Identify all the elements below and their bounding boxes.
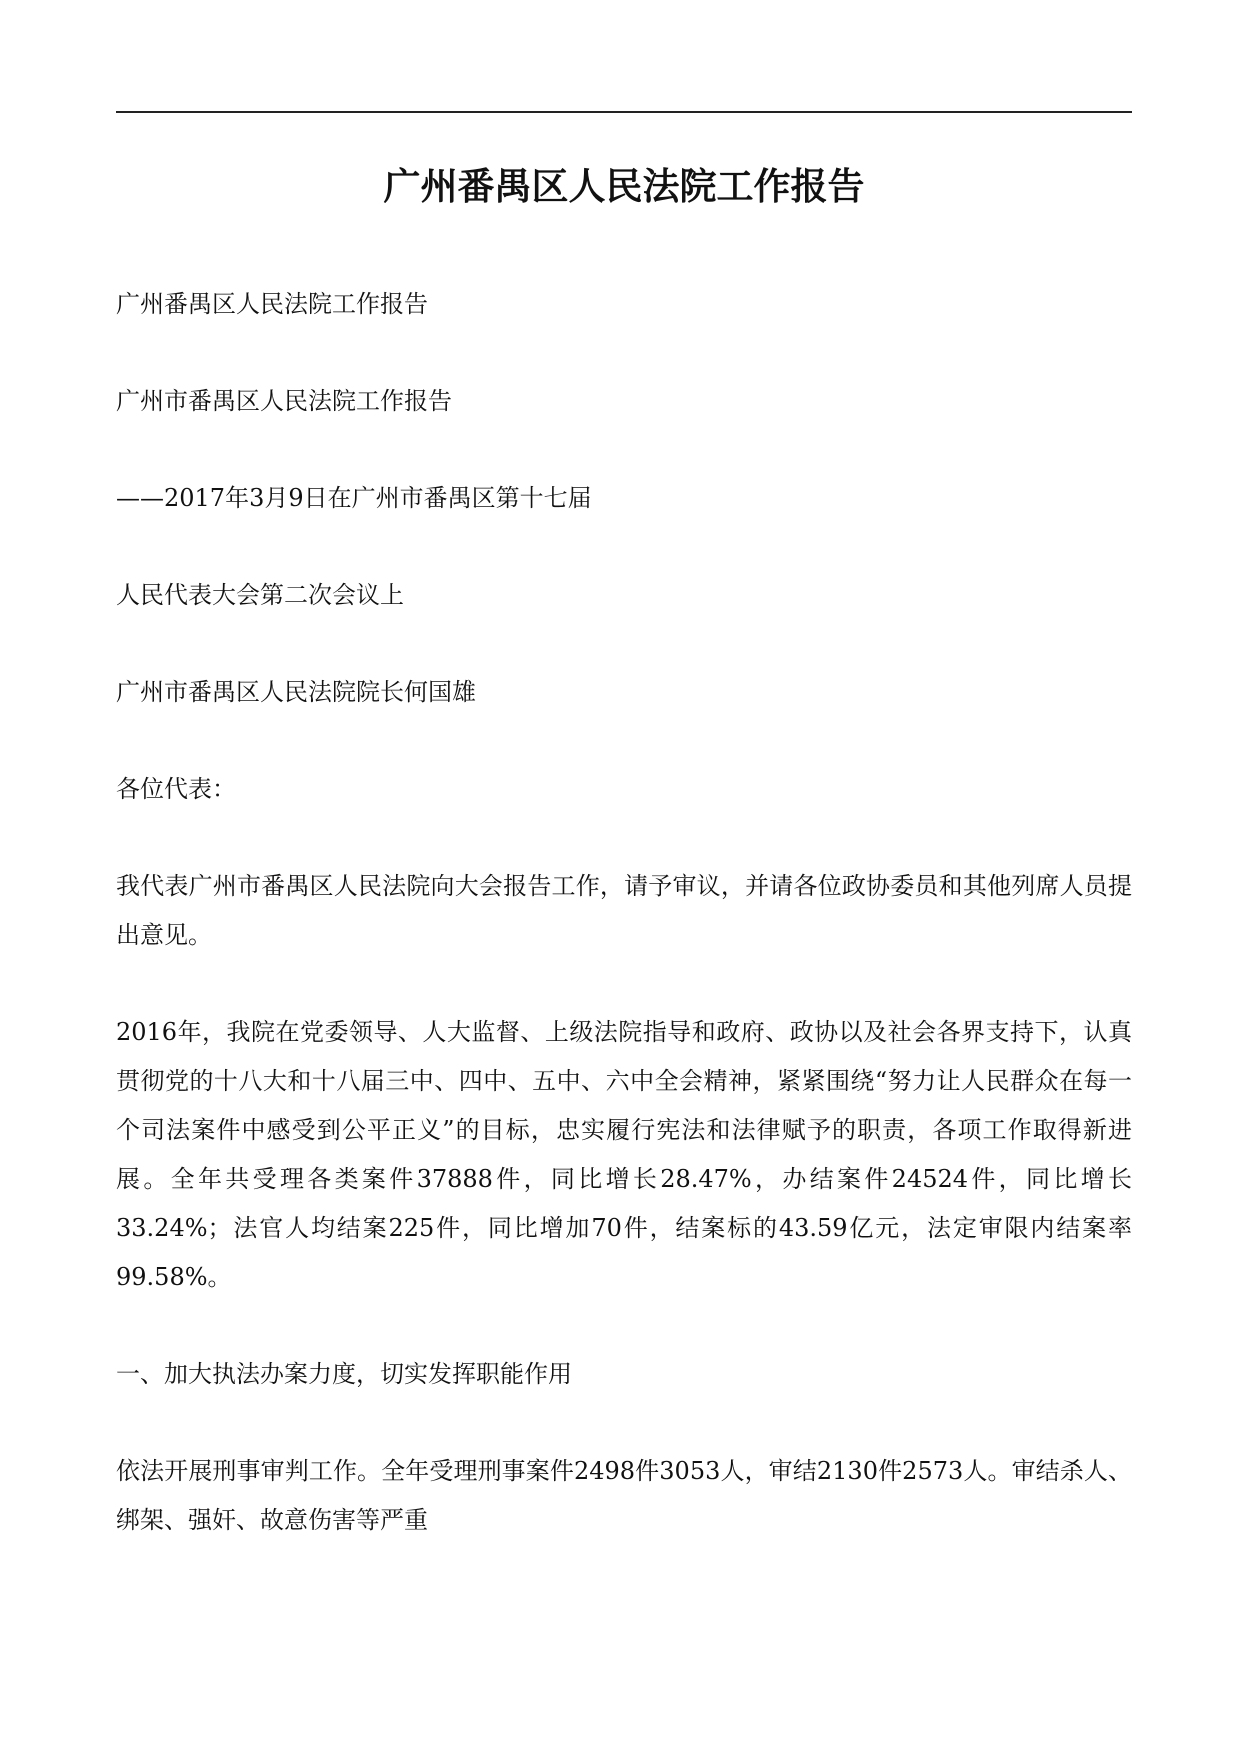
summary-paragraph: 2016年，我院在党委领导、人大监督、上级法院指导和政府、政协以及社会各界支持下，认真贯彻党的十八大和十八届三中、四中、五中、六中全会精神，紧紧围绕“努力让人民群众在每一个司法案件中感受到公平正义”的目标，忠实履行宪法和法律赋予的职责，各项工作取得新进展。全年共受理各类案件37888件，同比增长28.47%，办结案件24524件，同比增长33.24%；法官人均结案225件，同比增加70件，结案标的43.59亿元，法定审限内结案率99.58%。 [116,1018,1132,1291]
author-line: 广州市番禺区人民法院院长何国雄 [116,678,476,706]
header-rule [116,111,1132,113]
subtitle-line: 广州番禺区人民法院工作报告 [116,290,428,318]
salutation: 各位代表： [116,775,236,803]
document-title: 广州番禺区人民法院工作报告 [383,164,865,208]
report-name-line: 广州市番禺区人民法院工作报告 [116,387,452,415]
section-heading: 一、加大执法办案力度，切实发挥职能作用 [116,1360,572,1388]
date-line: ——2017年3月9日在广州市番禺区第十七届 [116,484,592,512]
meeting-line: 人民代表大会第二次会议上 [116,581,404,609]
criminal-trial-paragraph: 依法开展刑事审判工作。全年受理刑事案件2498件3053人，审结2130件2573人。审结杀人、绑架、强奸、故意伤害等严重 [116,1457,1132,1534]
intro-paragraph: 我代表广州市番禺区人民法院向大会报告工作，请予审议，并请各位政协委员和其他列席人员提出意见。 [116,872,1132,949]
